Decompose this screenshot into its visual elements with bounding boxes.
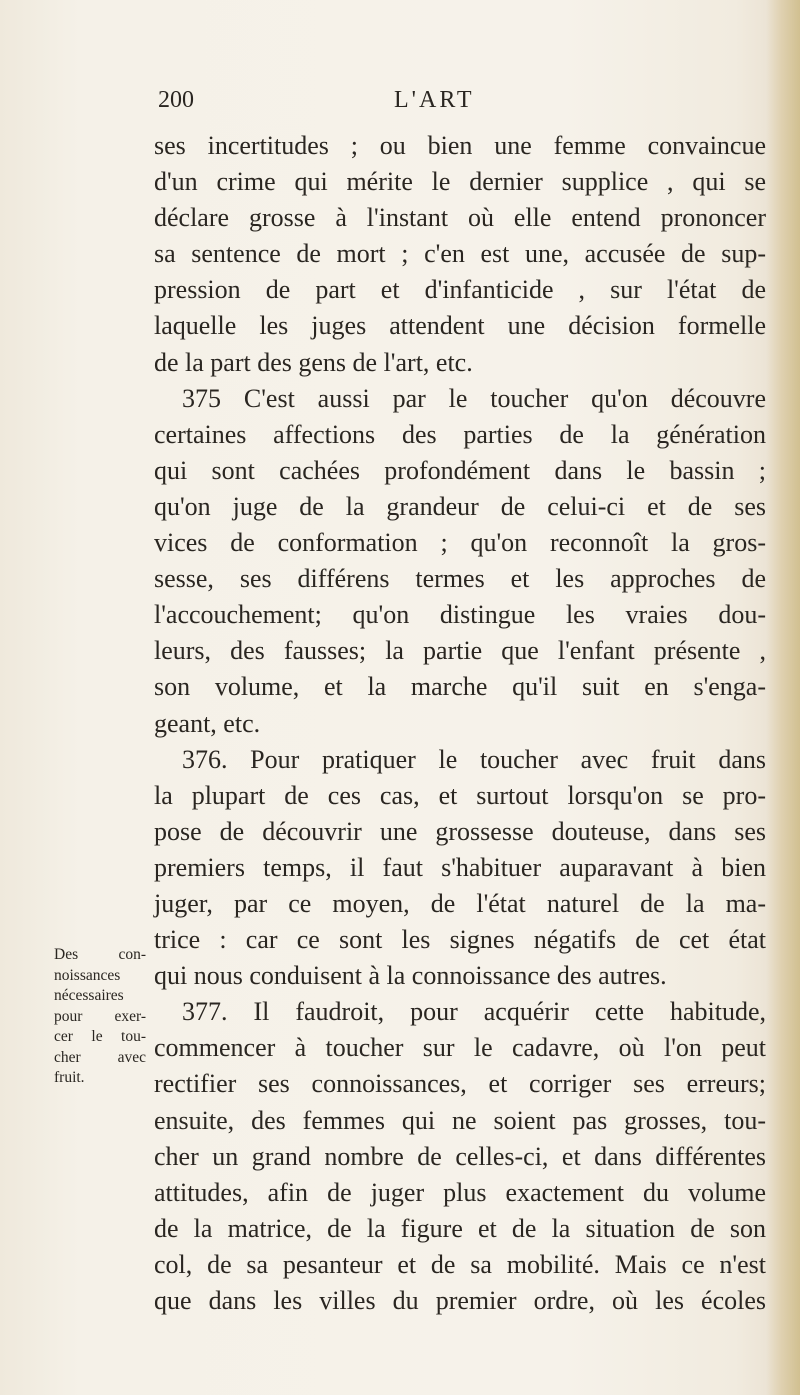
text-line: geant, etc. xyxy=(154,708,261,738)
text-line: premiers temps, il faut s'habituer auparavant à bien xyxy=(154,852,766,882)
text-line: d'un crime qui mérite le dernier supplice , qui se xyxy=(154,167,766,197)
margin-note-line: cer le tou- xyxy=(54,1028,146,1045)
text-line: de la part des gens de l'art, etc. xyxy=(154,347,473,377)
text-line: certaines affections des parties de la génération xyxy=(154,419,766,449)
margin-note-line: nécessaires xyxy=(54,987,124,1004)
text-line: son volume, et la marche qu'il suit en s'enga- xyxy=(154,672,766,702)
paragraph-376-start: 376. Pour pratiquer le toucher avec fruit dans xyxy=(182,744,766,774)
text-line: pression de part et d'infanticide , sur l'état de xyxy=(154,275,766,305)
text-line: col, de sa pesanteur et de sa mobilité. Mais ce n'est xyxy=(154,1249,766,1279)
text-line: juger, par ce moyen, de l'état naturel de la ma- xyxy=(154,888,766,918)
margin-note xyxy=(54,945,146,1089)
page-number: 200 xyxy=(158,87,194,113)
text-line: sesse, ses différens termes et les approches de xyxy=(154,564,766,594)
text-line: qui sont cachées profondément dans le bassin ; xyxy=(154,455,766,485)
text-line: la plupart de ces cas, et surtout lorsqu'on se pro- xyxy=(154,780,766,810)
text-line: cher un grand nombre de celles-ci, et dans différentes xyxy=(154,1141,766,1171)
text-line: ses incertitudes ; ou bien une femme convaincue xyxy=(154,131,766,160)
text-line: leurs, des fausses; la partie que l'enfant présente , xyxy=(154,636,766,666)
text-line: vices de conformation ; qu'on reconnoît la gros- xyxy=(154,528,766,558)
paragraph-375-start: 375 C'est aussi par le toucher qu'on découvre xyxy=(182,383,766,413)
text-line: commencer à toucher sur le cadavre, où l'on peut xyxy=(154,1033,766,1063)
running-title: L'ART xyxy=(394,87,475,113)
text-line: sa sentence de mort ; c'en est une, accusée de sup- xyxy=(154,239,766,269)
text-line: déclare grosse à l'instant où elle entend prononcer xyxy=(154,203,766,233)
text-line: qu'on juge de la grandeur de celui-ci et de ses xyxy=(154,491,766,521)
text-line: de la matrice, de la figure et de la situation de son xyxy=(154,1213,766,1243)
body-text xyxy=(154,128,766,1319)
text-line: pose de découvrir une grossesse douteuse, dans ses xyxy=(154,816,766,846)
text-line: que dans les villes du premier ordre, où les écoles xyxy=(154,1286,766,1315)
text-line: l'accouchement; qu'on distingue les vraies dou- xyxy=(154,600,766,630)
text-line: laquelle les juges attendent une décision formelle xyxy=(154,311,766,341)
page-edge xyxy=(766,0,800,1395)
text-line: attitudes, afin de juger plus exactement du volume xyxy=(154,1177,766,1207)
text-line: qui nous conduisent à la connoissance des autres. xyxy=(154,961,667,991)
page-header xyxy=(158,87,768,121)
margin-note-line: pour exer- xyxy=(54,1007,146,1025)
text-line: ensuite, des femmes qui ne soient pas grosses, tou- xyxy=(154,1105,766,1135)
text-line: trice : car ce sont les signes négatifs de cet état xyxy=(154,925,766,955)
margin-note-line: fruit. xyxy=(54,1069,85,1086)
paragraph-377-start: 377. Il faudroit, pour acquérir cette habitude, xyxy=(182,997,766,1027)
margin-note-line: noissances xyxy=(54,966,121,984)
text-line: rectifier ses connoissances, et corriger ses erreurs; xyxy=(154,1069,766,1099)
margin-note-line: cher avec xyxy=(54,1048,146,1066)
margin-note-line: Des con- xyxy=(54,946,146,963)
